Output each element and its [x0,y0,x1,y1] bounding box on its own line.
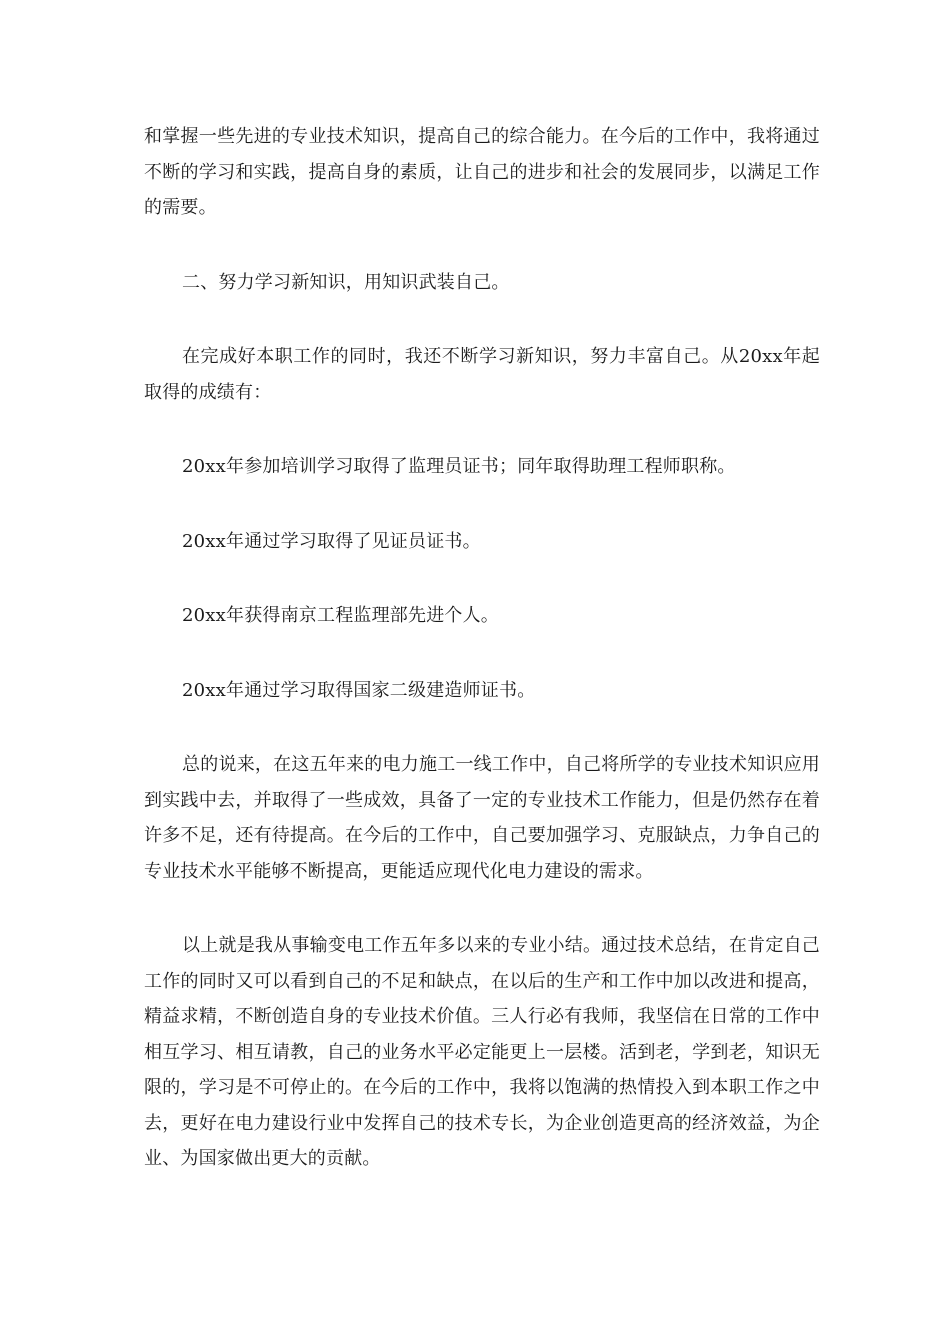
paragraph: 在完成好本职工作的同时，我还不断学习新知识，努力丰富自己。从20xx年起取得的成绩有： [144,346,820,403]
document-body [144,119,820,1216]
paragraph-continued: 和掌握一些先进的专业技术知识，提高自己的综合能力。在今后的工作中，我将通过不断的学习和实践，提高自身的素质，让自己的进步和社会的发展同步，以满足工作的需要。 [144,126,820,218]
achievement-item: 20xx年参加培训学习取得了监理员证书；同年取得助理工程师职称。 [182,456,736,477]
achievement-item: 20xx年通过学习取得了见证员证书。 [182,530,481,552]
section-heading: 二、努力学习新知识，用知识武装自己。 [182,271,510,293]
paragraph: 以上就是我从事输变电工作五年多以来的专业小结。通过技术总结，在肯定自己工作的同时又可以看到自己的不足和缺点，在以后的生产和工作中加以改进和提高，精益求精，不断创造自身的专业技术价值。三人行必有我师，我坚信在日常的工作中相互学习、相互请教，自己的业务水平必定能更上一层楼。活到老，学到老，知识无限的，学习是不可停止的。在今后的工作中，我将以饱满的热情投入到本职工作之中去，更好在电力建设行业中发挥自己的技术专长，为企业创造更高的经济效益，为企业、为国家做出更大的贡献。 [144,935,820,1169]
paragraph: 总的说来，在这五年来的电力施工一线工作中，自己将所学的专业技术知识应用到实践中去，并取得了一些成效，具备了一定的专业技术工作能力，但是仍然存在着许多不足，还有待提高。在今后的工作中，自己要加强学习、克服缺点，力争自己的专业技术水平能够不断提高，更能适应现代化电力建设的需求。 [144,754,820,882]
achievement-item: 20xx年通过学习取得国家二级建造师证书。 [182,679,536,701]
achievement-item: 20xx年获得南京工程监理部先进个人。 [182,605,500,626]
